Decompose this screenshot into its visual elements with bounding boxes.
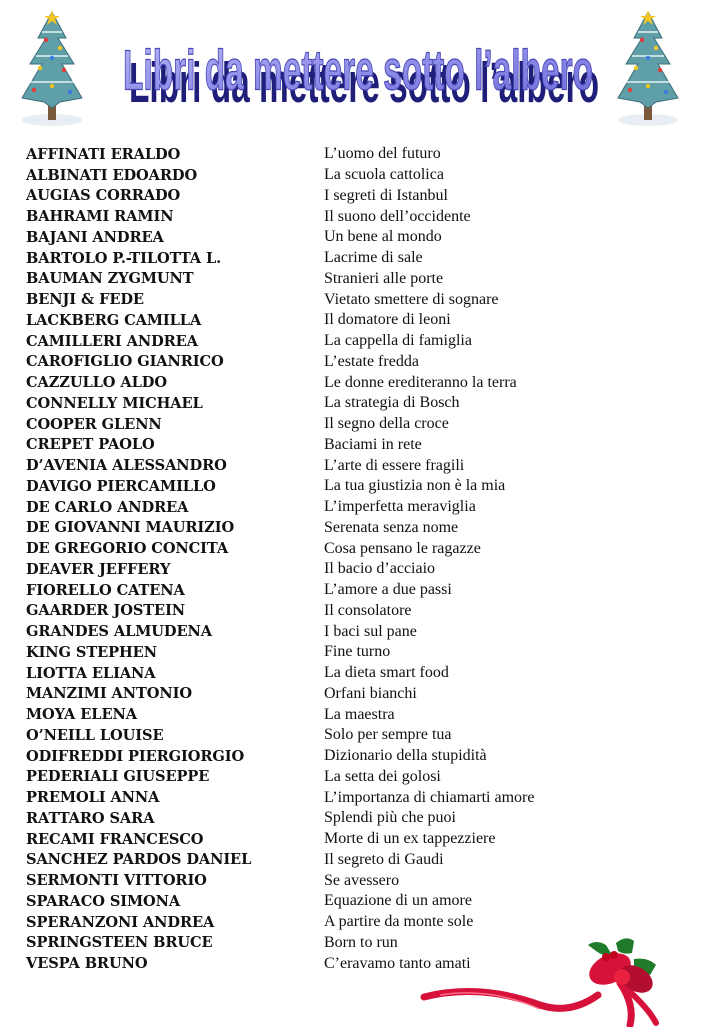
- book-title: La maestra: [324, 705, 395, 723]
- author-name: ODIFREDDI PIERGIORGIO: [26, 747, 245, 765]
- book-title: Equazione di un amore: [324, 892, 472, 910]
- book-title: Stranieri alle porte: [324, 269, 444, 287]
- author-name: RECAMI FRANCESCO: [26, 830, 204, 848]
- author-name: DE GIOVANNI MAURIZIO: [26, 519, 235, 537]
- book-title: Un bene al mondo: [324, 228, 442, 246]
- author-name: GRANDES ALMUDENA: [26, 623, 212, 641]
- list-item: [26, 206, 706, 227]
- book-title: Orfani bianchi: [324, 684, 417, 702]
- book-title: La tua giustizia non è la mia: [324, 477, 506, 495]
- author-name: AUGIAS CORRADO: [26, 187, 181, 205]
- book-title: Lacrime di sale: [324, 249, 423, 267]
- book-title: L’imperfetta meraviglia: [324, 498, 476, 516]
- book-title: L’arte di essere fragili: [324, 456, 465, 474]
- list-item: [26, 248, 706, 269]
- list-item: [26, 538, 706, 559]
- list-item: [26, 580, 706, 601]
- list-item: [26, 891, 706, 912]
- book-title: I baci sul pane: [324, 622, 417, 640]
- list-item: [26, 497, 706, 518]
- book-title: L’amore a due passi: [324, 581, 452, 599]
- list-item: [26, 269, 706, 290]
- author-name: PEDERIALI GIUSEPPE: [26, 768, 210, 786]
- author-name: SPRINGSTEEN BRUCE: [26, 934, 213, 952]
- page-title-text: Libri da mettere sotto l’albero: [123, 38, 594, 102]
- list-item: [26, 601, 706, 622]
- author-name: BAHRAMI RAMIN: [26, 208, 174, 226]
- list-item: [26, 767, 706, 788]
- list-item: [26, 165, 706, 186]
- list-item: [26, 912, 706, 933]
- author-name: AFFINATI ERALDO: [26, 145, 181, 163]
- author-name: KING STEPHEN: [26, 643, 157, 661]
- list-item: [26, 435, 706, 456]
- author-name: FIORELLO CATENA: [26, 581, 185, 599]
- list-item: [26, 684, 706, 705]
- list-item: [26, 372, 706, 393]
- book-title: L’uomo del futuro: [324, 145, 441, 163]
- author-name: D’AVENIA ALESSANDRO: [26, 457, 227, 475]
- book-title: Vietato smettere di sognare: [324, 290, 499, 308]
- book-title: Il segno della croce: [324, 415, 449, 433]
- book-title: La cappella di famiglia: [324, 332, 472, 350]
- author-name: CAMILLERI ANDREA: [26, 332, 198, 350]
- book-title: Serenata senza nome: [324, 518, 459, 536]
- author-name: SERMONTI VITTORIO: [26, 872, 207, 890]
- list-item: [26, 725, 706, 746]
- list-item: [26, 352, 706, 373]
- book-title: La strategia di Bosch: [324, 394, 460, 412]
- list-item: [26, 414, 706, 435]
- list-item: [26, 227, 706, 248]
- book-title: Baciami in rete: [324, 435, 422, 453]
- book-title: Se avessero: [324, 871, 400, 889]
- author-name: PREMOLI ANNA: [26, 789, 160, 807]
- author-name: DE CARLO ANDREA: [26, 498, 189, 516]
- book-title: Fine turno: [324, 643, 391, 661]
- list-item: [26, 186, 706, 207]
- list-item: [26, 829, 706, 850]
- author-name: CAROFIGLIO GIANRICO: [26, 353, 224, 371]
- author-name: CREPET PAOLO: [26, 436, 155, 454]
- author-name: LACKBERG CAMILLA: [26, 311, 202, 329]
- author-name: LIOTTA ELIANA: [26, 664, 156, 682]
- christmas-tree-right-icon: [612, 10, 684, 128]
- author-name: SPERANZONI ANDREA: [26, 913, 215, 931]
- author-name: RATTARO SARA: [26, 809, 155, 827]
- list-item: [26, 455, 706, 476]
- list-item: [26, 642, 706, 663]
- author-name: SANCHEZ PARDOS DANIEL: [26, 851, 252, 869]
- book-title: La dieta smart food: [324, 664, 449, 682]
- author-name: MOYA ELENA: [26, 706, 137, 724]
- book-title: Cosa pensano le ragazze: [324, 539, 481, 557]
- author-name: GAARDER JOSTEIN: [26, 602, 186, 620]
- holly-ribbon-decoration-icon: [420, 935, 670, 1027]
- book-title: Il consolatore: [324, 601, 412, 619]
- list-item: [26, 518, 706, 539]
- author-name: BAJANI ANDREA: [26, 228, 164, 246]
- book-title: I segreti di Istanbul: [324, 186, 448, 204]
- author-name: BARTOLO P.-TILOTTA L.: [26, 249, 222, 267]
- author-name: MANZIMI ANTONIO: [26, 685, 192, 703]
- list-item: [26, 621, 706, 642]
- book-title: L’importanza di chiamarti amore: [324, 788, 535, 806]
- book-title: Le donne erediteranno la terra: [324, 373, 517, 391]
- author-name: BENJI & FEDE: [26, 291, 144, 309]
- book-title: Dizionario della stupidità: [324, 747, 487, 765]
- list-item: [26, 310, 706, 331]
- author-name: O’NEILL LOUISE: [26, 726, 164, 744]
- list-item: [26, 289, 706, 310]
- list-item: [26, 559, 706, 580]
- list-item: [26, 704, 706, 725]
- author-name: BAUMAN ZYGMUNT: [26, 270, 194, 288]
- book-title: A partire da monte sole: [324, 913, 474, 931]
- book-title: C’eravamo tanto amati: [324, 954, 471, 972]
- book-title: Il segreto di Gaudi: [324, 850, 444, 868]
- list-item: [26, 850, 706, 871]
- list-item: [26, 746, 706, 767]
- list-item: [26, 808, 706, 829]
- author-name: VESPA BRUNO: [26, 955, 148, 973]
- list-item: [26, 476, 706, 497]
- christmas-tree-left-icon: [16, 10, 88, 128]
- page-title: [110, 20, 610, 112]
- book-title: La scuola cattolica: [324, 166, 444, 184]
- author-name: ALBINATI EDOARDO: [26, 166, 198, 184]
- book-title: Morte di un ex tappezziere: [324, 830, 496, 848]
- book-title: Solo per sempre tua: [324, 726, 452, 744]
- author-name: CAZZULLO ALDO: [26, 374, 167, 392]
- author-name: DEAVER JEFFERY: [26, 560, 171, 578]
- list-item: [26, 393, 706, 414]
- author-name: DE GREGORIO CONCITA: [26, 540, 229, 558]
- book-title: Il bacio d’acciaio: [324, 560, 436, 578]
- book-title: La setta dei golosi: [324, 767, 441, 785]
- list-item: [26, 870, 706, 891]
- book-list: [26, 144, 706, 974]
- list-item: [26, 144, 706, 165]
- author-name: COOPER GLENN: [26, 415, 162, 433]
- list-item: [26, 331, 706, 352]
- book-title: Splendi più che puoi: [324, 809, 456, 827]
- book-title: Il suono dell’occidente: [324, 207, 471, 225]
- author-name: CONNELLY MICHAEL: [26, 394, 203, 412]
- list-item: [26, 663, 706, 684]
- author-name: SPARACO SIMONA: [26, 892, 181, 910]
- author-name: DAVIGO PIERCAMILLO: [26, 477, 216, 495]
- book-title: L’estate fredda: [324, 352, 419, 370]
- book-title: Born to run: [324, 933, 398, 951]
- list-item: [26, 787, 706, 808]
- book-title: Il domatore di leoni: [324, 311, 451, 329]
- page-title-shadow: Libri da mettere sotto l’albero: [129, 50, 600, 112]
